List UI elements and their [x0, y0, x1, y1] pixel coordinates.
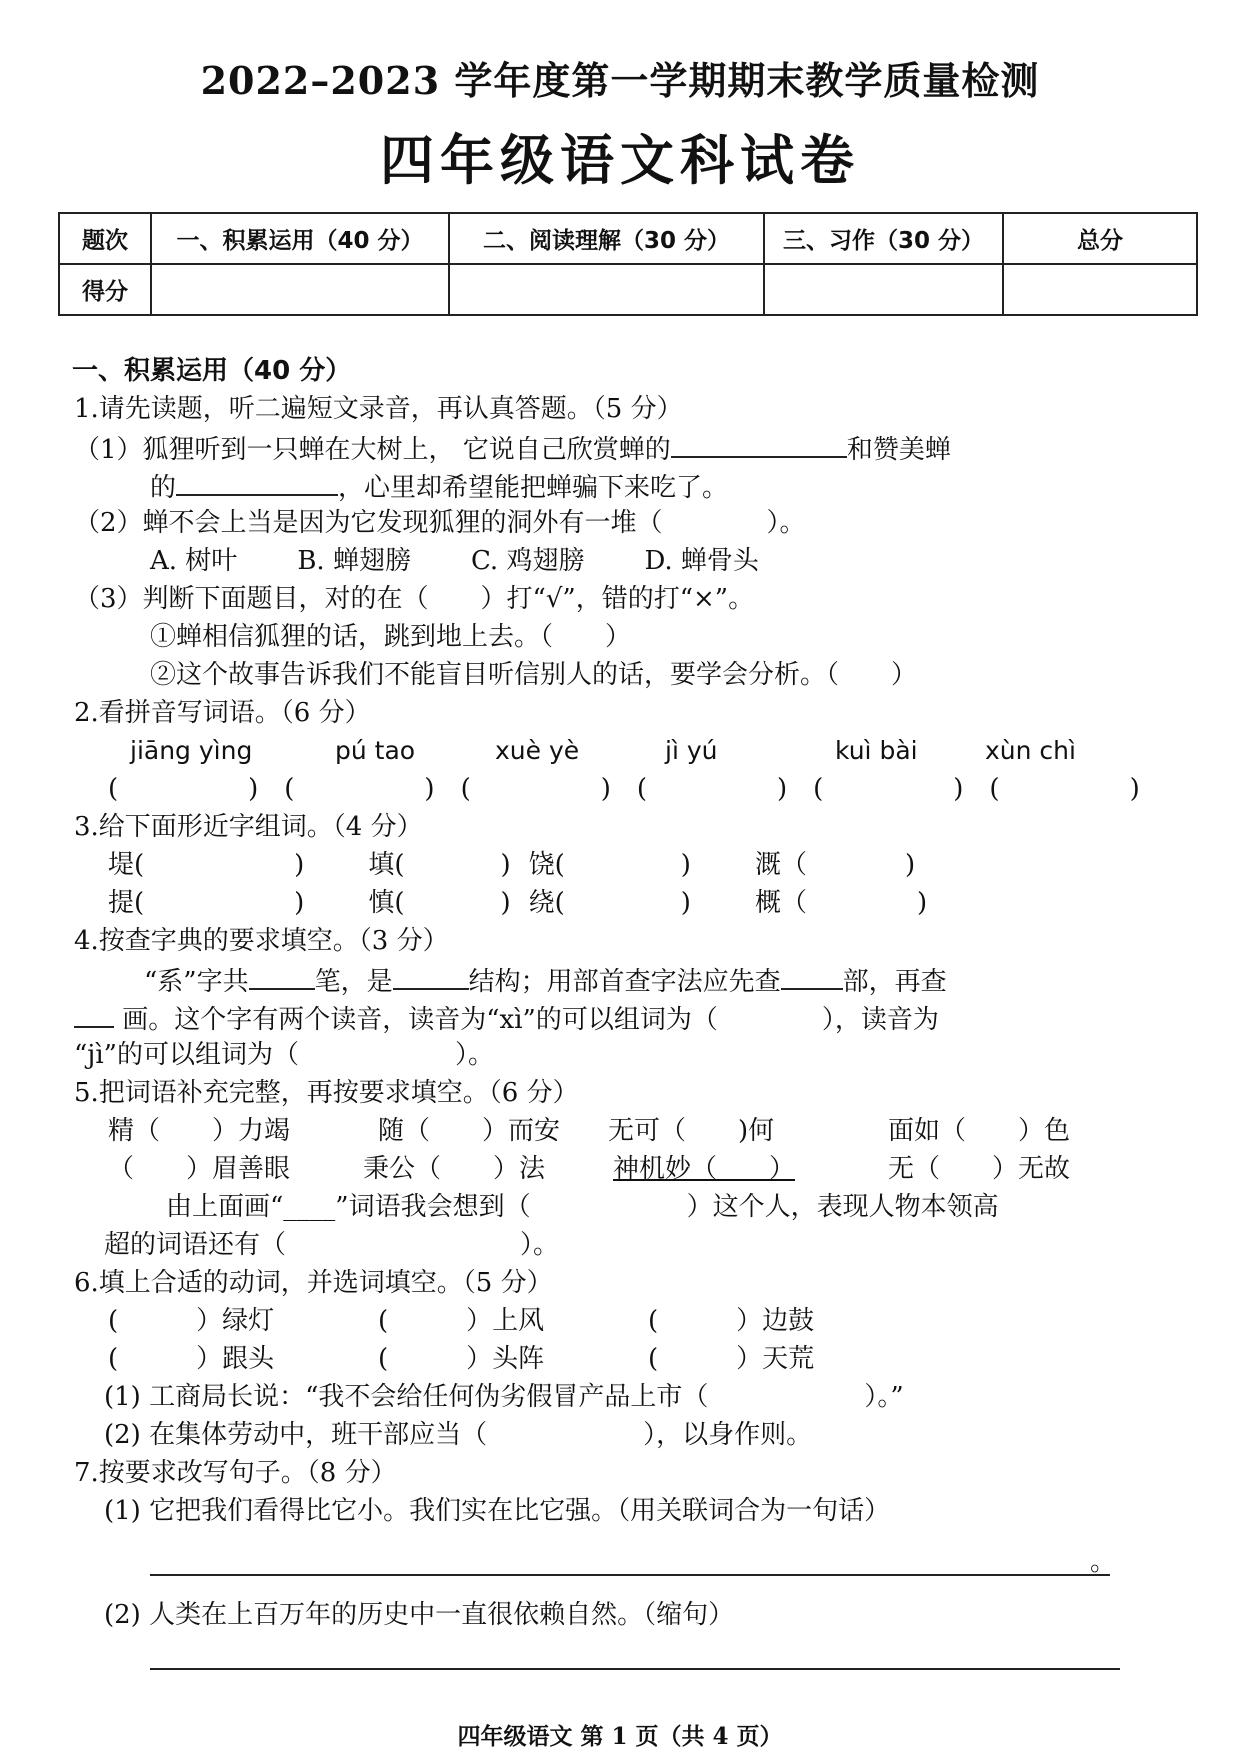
verb-phrase-4: ( ）跟头: [108, 1344, 275, 1374]
score-cell-label: 题次: [59, 213, 151, 264]
score-input-total[interactable]: [1003, 264, 1197, 315]
verb-phrase-6: ( ）天荒: [648, 1344, 815, 1374]
q3-paren: ): [294, 850, 305, 880]
pinyin-3: xuè yè: [495, 736, 580, 765]
q4-blank-structure[interactable]: [393, 962, 469, 990]
q7-period: 。: [1090, 1547, 1117, 1577]
score-table-header-row: [59, 213, 1197, 264]
q4-text-d: 部，再查: [842, 967, 947, 997]
q5-row-2: [108, 1152, 1070, 1186]
pinyin-2: pú tao: [335, 736, 416, 765]
q2-answer-parens[interactable]: ( ) ( ) ( ) ( ) ( ) ( ): [108, 774, 1140, 804]
q4-text-e: 画。这个字有两个读音，读音为“xì”的可以组词为（ ），读音为: [122, 1005, 939, 1035]
q3-paren: ): [680, 888, 691, 918]
q1-blank-2[interactable]: [176, 468, 338, 496]
pinyin-4: jì yú: [665, 736, 718, 765]
verb-phrase-1: ( ）绿灯: [108, 1306, 275, 1336]
idiom-8: 无（ ）无故: [888, 1154, 1071, 1184]
q5-line-4: 超的词语还有（ ）。: [104, 1230, 560, 1260]
score-cell-section2: 二、阅读理解（30 分）: [449, 213, 764, 264]
page-footer: 四年级语文 第 1 页（共 4 页）: [457, 1723, 783, 1750]
q4-line-3: “jì”的可以组词为（ ）。: [74, 1040, 494, 1070]
q3-stem: 3.给下面形近字组词。（4 分）: [74, 812, 423, 842]
score-input-section3[interactable]: [764, 264, 1003, 315]
q4-text-a: “系”字共: [144, 967, 249, 997]
q4-line-2: [74, 1000, 939, 1037]
q3-char: 提(: [108, 888, 145, 918]
score-input-section2[interactable]: [449, 264, 764, 315]
q4-blank-remaining[interactable]: [74, 1000, 114, 1028]
q3-paren: ): [294, 888, 305, 918]
q4-text-b: 笔，是: [314, 967, 393, 997]
q4-text-c: 结构；用部首查字法应先查: [468, 967, 781, 997]
pinyin-5: kuì bài: [835, 736, 918, 765]
option-a[interactable]: A. 树叶: [150, 546, 238, 576]
q7-answer-line-2[interactable]: [150, 1668, 1120, 1670]
q1-part2: （2）蝉不会上当是因为它发现狐狸的洞外有一堆（ ）。: [74, 508, 806, 538]
q1-part1-line2: [150, 468, 728, 505]
q5-row-1: [108, 1114, 1070, 1148]
q4-blank-strokes[interactable]: [249, 962, 315, 990]
q1-part1-text-d: ，心里却希望能把蝉骗下来吃了。: [338, 473, 729, 503]
q3-char: 填(: [368, 850, 405, 880]
q2-pinyin-row: [130, 734, 1076, 768]
q6-row-2: [108, 1342, 814, 1376]
q1-stem: 1.请先读题，听二遍短文录音，再认真答题。（5 分）: [74, 394, 683, 424]
option-d[interactable]: D. 蝉骨头: [644, 546, 759, 576]
q4-blank-radical[interactable]: [781, 962, 843, 990]
option-c[interactable]: C. 鸡翅膀: [470, 546, 585, 576]
option-b[interactable]: B. 蝉翅膀: [297, 546, 411, 576]
idiom-4: 面如（ ）色: [888, 1116, 1071, 1146]
q6-sentence-2: (2) 在集体劳动中，班干部应当（ ），以身作则。: [104, 1420, 813, 1450]
q5-line-3: 由上面画“____”词语我会想到（ ）这个人，表现人物本领高: [166, 1192, 999, 1222]
idiom-1: 精（ ）力竭: [108, 1116, 291, 1146]
score-row-label: 得分: [59, 264, 151, 315]
q1-blank-1[interactable]: [671, 430, 847, 458]
idiom-2: 随（ ）而安: [378, 1116, 561, 1146]
score-table: [58, 212, 1198, 316]
idiom-3: 无可（ )何: [608, 1116, 775, 1146]
section-heading: 一、积累运用（40 分）: [72, 356, 352, 386]
score-cell-section3: 三、习作（30 分）: [764, 213, 1003, 264]
pinyin-6: xùn chì: [985, 736, 1076, 765]
score-cell-section1: 一、积累运用（40 分）: [151, 213, 449, 264]
verb-phrase-5: ( ）头阵: [378, 1344, 545, 1374]
q7-stem: 7.按要求改写句子。（8 分）: [74, 1458, 397, 1488]
idiom-7-underlined: 神机妙（ ）: [613, 1154, 796, 1184]
q7-sentence-2: (2) 人类在上百万年的历史中一直很依赖自然。（缩句）: [104, 1600, 735, 1630]
q1-part1-text-a: （1）狐狸听到一只蝉在大树上， 它说自己欣赏蝉的: [74, 435, 671, 465]
verb-phrase-2: ( ）上风: [378, 1306, 545, 1336]
q7-answer-line-1[interactable]: [150, 1574, 1110, 1576]
q3-row-1: [108, 848, 915, 882]
q6-stem: 6.填上合适的动词，并选词填空。（5 分）: [74, 1268, 553, 1298]
q4-line-1: [144, 962, 947, 999]
score-table-score-row: [59, 264, 1197, 315]
q1-part1-line1: [74, 430, 951, 467]
exam-title: 2022–2023 学年度第一学期期末教学质量检测: [200, 58, 1040, 103]
q6-sentence-1: (1) 工商局长说：“我不会给任何伪劣假冒产品上市（ ）。”: [104, 1382, 904, 1412]
exam-subtitle: 四年级语文科试卷: [380, 128, 860, 192]
q1-judge-1: ①蝉相信狐狸的话，跳到地上去。（ ）: [150, 622, 632, 652]
score-cell-total: 总分: [1003, 213, 1197, 264]
q3-paren: ): [680, 850, 691, 880]
idiom-5: （ ）眉善眼: [108, 1154, 291, 1184]
q3-paren: ): [904, 850, 916, 880]
score-input-section1[interactable]: [151, 264, 449, 315]
q1-part1-text-c: 的: [150, 473, 177, 503]
q7-sentence-1: (1) 它把我们看得比它小。我们实在比它强。（用关联词合为一句话）: [104, 1496, 891, 1526]
q3-row-2: [108, 886, 927, 920]
q3-char: 饶(: [528, 850, 565, 880]
q1-judge-2: ②这个故事告诉我们不能盲目听信别人的话，要学会分析。（ ）: [150, 660, 918, 690]
q2-stem: 2.看拼音写词语。（6 分）: [74, 698, 371, 728]
idiom-6: 秉公（ ）法: [363, 1154, 546, 1184]
q3-paren: ): [916, 888, 928, 918]
q1-part1-text-b: 和赞美蝉: [846, 435, 951, 465]
q3-char: 慎(: [368, 888, 405, 918]
q3-paren: ): [500, 888, 511, 918]
q3-char: 绕(: [528, 888, 565, 918]
q3-char: 溉（: [754, 850, 807, 880]
q3-char: 概（: [754, 888, 807, 918]
q4-stem: 4.按查字典的要求填空。（3 分）: [74, 926, 449, 956]
verb-phrase-3: ( ）边鼓: [648, 1306, 815, 1336]
q6-row-1: [108, 1304, 814, 1338]
q5-stem: 5.把词语补充完整，再按要求填空。（6 分）: [74, 1078, 579, 1108]
q1-options: [150, 544, 759, 578]
q3-paren: ): [500, 850, 511, 880]
q1-part3: （3）判断下面题目，对的在（ ）打“√”，错的打“×”。: [74, 584, 755, 614]
q3-char: 堤(: [108, 850, 145, 880]
pinyin-1: jiāng yìng: [130, 736, 253, 765]
